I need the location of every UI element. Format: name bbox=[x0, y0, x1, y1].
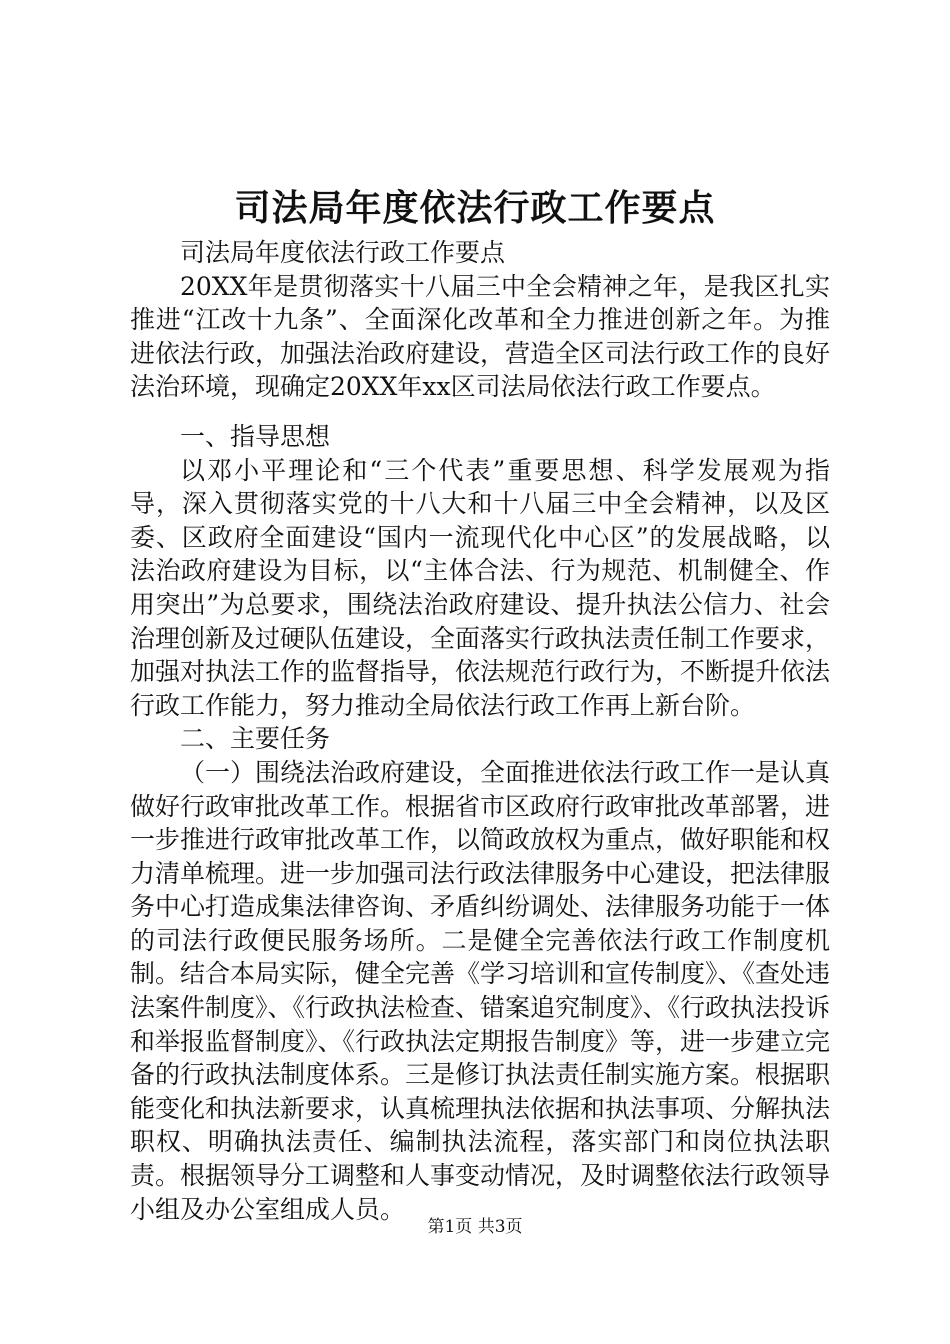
main-tasks-paragraph: （一）围绕法治政府建设，全面推进依法行政工作一是认真做好行政审批改革工作。根据省市区政府行政审批改革部署，进一步推进行政审批改革工作，以简政放权为重点，做好职能和权力清单梳理。进一步加强司法行政法律服务中心建设，把法律服务中心打造成集法律咨询、矛盾纠纷调处、法律服务功能于一体的司法行政便民服务场所。二是健全完善依法行政工作制度机制。结合本局实际，健全完善《学习培训和宣传制度》、《查处违法案件制度》、《行政执法检查、错案追究制度》、《行政执法投诉和举报监督制度》、《行政执法定期报告制度》等，进一步建立完备的行政执法制度体系。三是修订执法责任制实施方案。根据职能变化和执法新要求，认真梳理执法依据和执法事项、分解执法职权、明确执法责任、编制执法流程，落实部门和岗位执法职责。根据领导分工调整和人事变动情况，及时调整依法行政领导小组及办公室组成人员。 bbox=[130, 757, 831, 1224]
guiding-thought-paragraph: 以邓小平理论和“三个代表”重要思想、科学发展观为指导，深入贯彻落实党的十八大和十八届三中全会精神，以及区委、区政府全面建设“国内一流现代化中心区”的发展战略，以法治政府建设为目标，以“主体合法、行为规范、机制健全、作用突出”为总要求，围绕法治政府建设、提升执法公信力、社会治理创新及过硬队伍建设，全面落实行政执法责任制工作要求，加强对执法工作的监督指导，依法规范行政行为，不断提升依法行政工作能力，努力推动全局依法行政工作再上新台阶。 bbox=[130, 455, 831, 720]
intro-paragraph: 20XX年是贯彻落实十八届三中全会精神之年，是我区扎实推进“江改十九条”、全面深化改革和全力推进创新之年。为推进依法行政，加强法治政府建设，营造全区司法行政工作的良好法治环境，现确定20XX年xx区司法局依法行政工作要点。 bbox=[130, 271, 831, 402]
page-title: 司法局年度依法行政工作要点 bbox=[234, 187, 716, 229]
subtitle-paragraph: 司法局年度依法行政工作要点 bbox=[180, 238, 506, 267]
section-heading-guiding-thought: 一、指导思想 bbox=[180, 421, 331, 451]
page-footer: 第1页 共3页 bbox=[427, 1217, 523, 1237]
section-heading-main-tasks: 二、主要任务 bbox=[180, 724, 331, 754]
document-body bbox=[130, 236, 830, 1226]
